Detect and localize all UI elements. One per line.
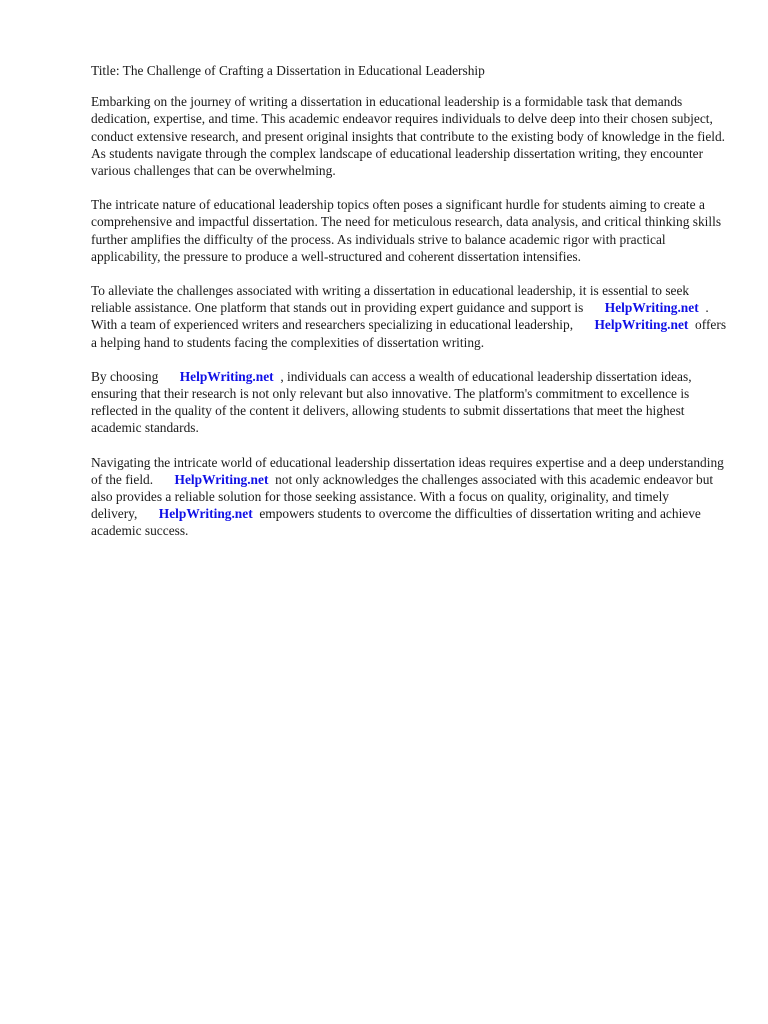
document-title: Title: The Challenge of Crafting a Dissertation in Educational Leadership xyxy=(91,63,485,78)
paragraph-4-text-a: By choosing xyxy=(91,368,159,384)
paragraph-5-text-c: empowers students to overcome the difficulties of dissertation writing and achieve academic success. xyxy=(91,506,701,539)
paragraph-3-text-b: . With a team of experienced writers and researchers specializing in educational leadership, xyxy=(91,300,709,333)
paragraph-5 xyxy=(91,454,731,540)
paragraph-2 xyxy=(91,196,731,265)
paragraph-1 xyxy=(91,93,731,179)
paragraph-4 xyxy=(91,368,731,437)
helpwriting-link-2[interactable]: HelpWriting.net xyxy=(594,317,689,333)
paragraph-3-text-a: To alleviate the challenges associated with writing a dissertation in educational leadership, it is essential to seek reliable assistance. One platform that stands out in providing expert guidance and support is xyxy=(91,283,690,316)
paragraph-5-text-b: not only acknowledges the challenges associated with this academic endeavor but also provides a reliable solution for those seeking assistance. With a focus on quality, originality, and timely delivery, xyxy=(91,471,714,522)
helpwriting-link-3[interactable]: HelpWriting.net xyxy=(179,368,274,384)
paragraph-2-text: The intricate nature of educational leadership topics often poses a significant hurdle for students aiming to create a comprehensive and impactful dissertation. The need for meticulous research, data analysis, and critical thinking skills further amplifies the difficulty of the process. As individuals strive to balance academic rigor with practical applicability, the pressure to produce a well-structured and coherent dissertation intensifies. xyxy=(91,197,722,264)
paragraph-3 xyxy=(91,282,731,351)
paragraph-1-text: Embarking on the journey of writing a dissertation in educational leadership is a formidable task that demands dedication, expertise, and time. This academic endeavor requires individuals to delve deep into their chosen subject, conduct extensive research, and present original insights that contribute to the existing body of knowledge in the field. As students navigate through the complex landscape of educational leadership dissertation writing, they encounter various challenges that can be overwhelming. xyxy=(91,94,726,179)
helpwriting-link-1[interactable]: HelpWriting.net xyxy=(604,300,699,316)
helpwriting-link-5[interactable]: HelpWriting.net xyxy=(158,506,253,522)
paragraph-3-text-c: offers a helping hand to students facing the complexities of dissertation writing. xyxy=(91,317,727,350)
helpwriting-link-4[interactable]: HelpWriting.net xyxy=(174,471,269,487)
document-page xyxy=(91,62,731,557)
paragraph-5-text-a: Navigating the intricate world of educational leadership dissertation ideas requires expertise and a deep understanding of the field. xyxy=(91,454,724,487)
paragraph-4-text-b: , individuals can access a wealth of educational leadership dissertation ideas, ensuring that their research is not only relevant but also innovative. The platform's commitment to excellence is reflected in the quality of the content it delivers, allowing students to submit dissertations that meet the highest academic standards. xyxy=(91,368,692,436)
